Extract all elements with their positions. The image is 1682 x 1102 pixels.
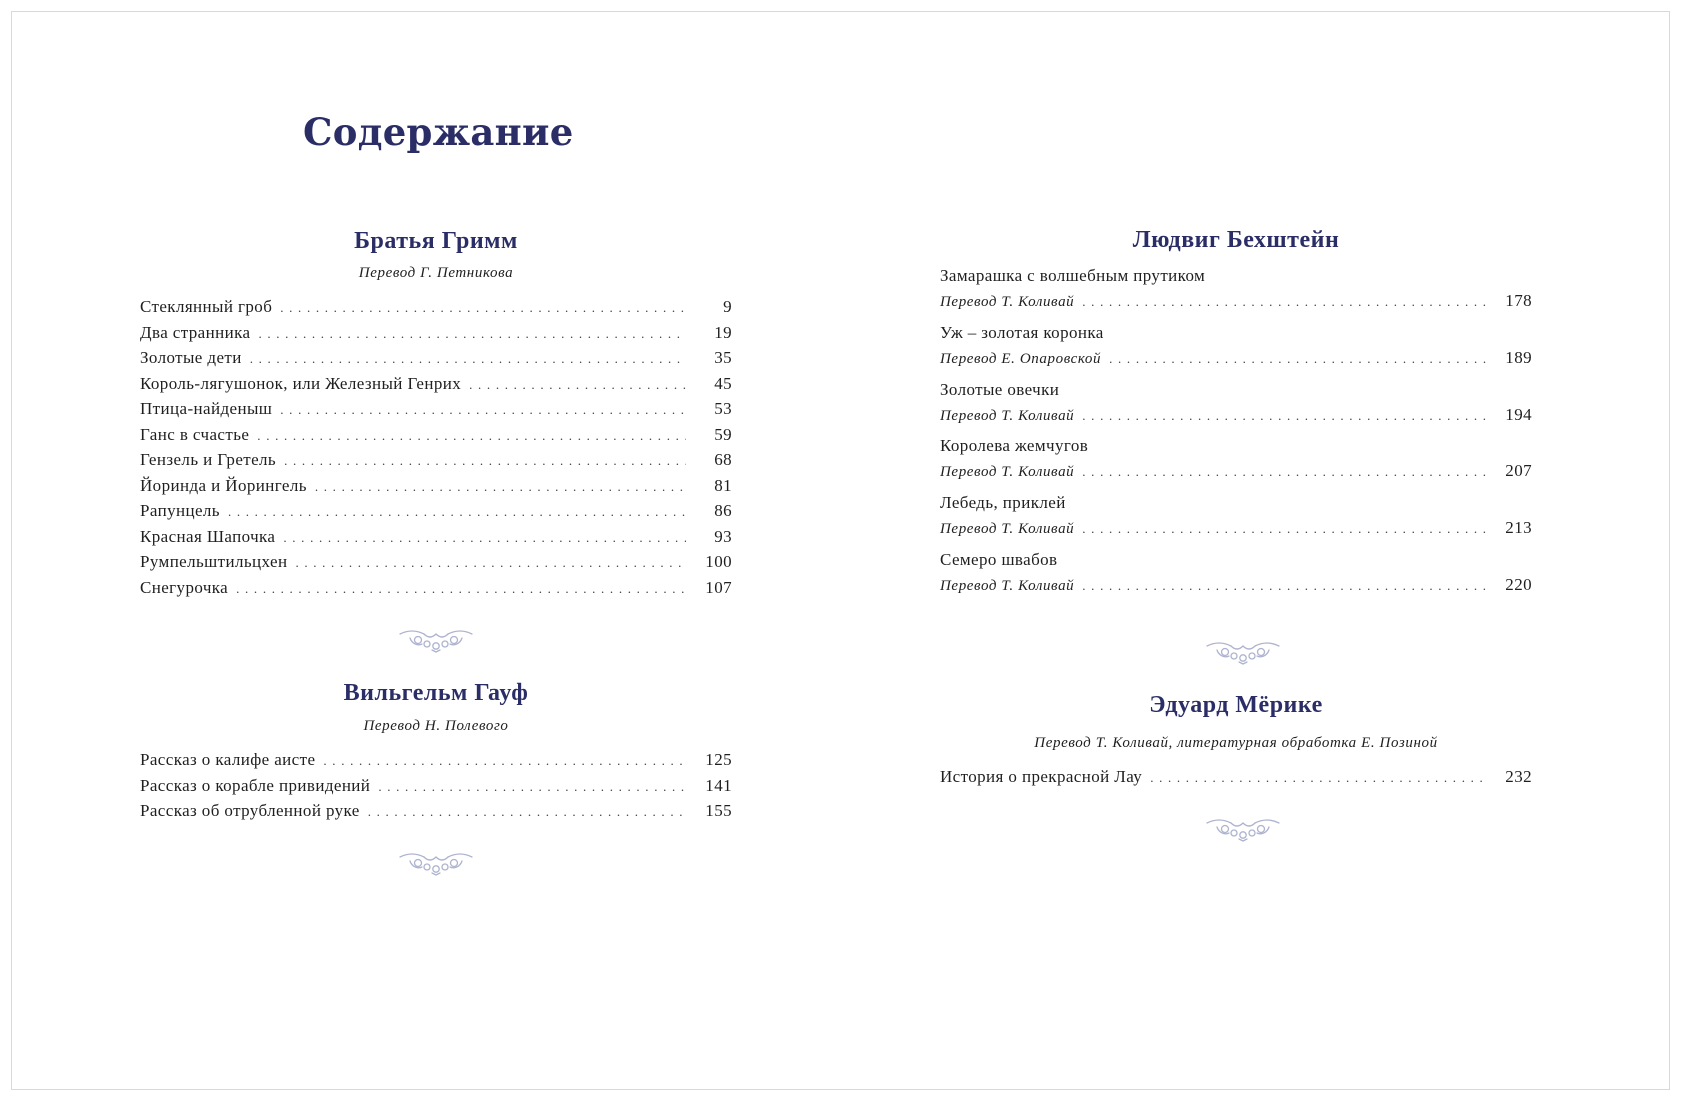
toc-row[interactable]: [140, 374, 732, 400]
dot-leader: [236, 581, 686, 597]
toc-entry[interactable]: [940, 266, 1532, 317]
toc-entry-title: Йоринда и Йорингель: [140, 475, 307, 495]
toc-page-number: 19: [714, 322, 732, 342]
dot-leader: [323, 753, 686, 769]
toc-entry-title: Рассказ о корабле привидений: [140, 775, 371, 795]
toc-page-number: 86: [714, 501, 732, 520]
toc-entry-title: Рассказ о калифе аисте: [140, 750, 316, 769]
author-hauff: Вильгельм Гауф: [343, 680, 529, 706]
toc-entry[interactable]: [940, 380, 1532, 431]
toc-entry-title: Красная Шапочка: [140, 526, 276, 546]
dot-leader: [1082, 408, 1486, 424]
toc-page-number: 194: [1505, 404, 1532, 424]
toc-entry[interactable]: [940, 436, 1532, 487]
toc-list-grimm: [140, 297, 732, 603]
toc-row[interactable]: [140, 476, 732, 502]
toc-page-number: 53: [714, 399, 732, 418]
toc-entry-title: Золотые дети: [140, 348, 242, 367]
dot-leader: [315, 479, 686, 495]
toc-entry-translator: Перевод Т. Коливай: [940, 521, 1075, 538]
toc-row[interactable]: [940, 767, 1532, 793]
toc-row[interactable]: [140, 801, 732, 827]
toc-page-number: 178: [1505, 291, 1532, 310]
toc-entry-title: Птица-найденыш: [140, 399, 273, 418]
author-bechstein: Людвиг Бехштейн: [1132, 227, 1340, 253]
toc-row[interactable]: [140, 501, 732, 527]
dot-leader: [250, 351, 686, 367]
ornament-divider-icon: [396, 849, 476, 877]
toc-page-number: 125: [705, 750, 732, 769]
toc-entry-title: Лебедь, приклей: [940, 493, 1066, 513]
toc-page-number: 189: [1505, 347, 1532, 367]
dot-leader: [228, 504, 686, 520]
toc-row[interactable]: [140, 297, 732, 323]
author-grimm: Братья Гримм: [354, 228, 518, 254]
toc-entry-translator: Перевод Е. Опаровской: [940, 350, 1102, 367]
toc-entry-translator: Перевод Т. Коливай: [940, 294, 1075, 310]
toc-row[interactable]: [140, 578, 732, 604]
translator-morike: Перевод Т. Коливай, литературная обработка Е. Позиной: [1034, 735, 1438, 751]
toc-list-hauff: [140, 750, 732, 827]
toc-page-number: 45: [714, 373, 732, 393]
toc-page-number: 68: [714, 450, 732, 469]
translator-grimm: Перевод Г. Петникова: [358, 265, 514, 281]
toc-entry-title: Рассказ об отрубленной руке: [140, 801, 360, 820]
dot-leader: [1082, 464, 1486, 480]
toc-entry-title: Замарашка с волшебным прутиком: [940, 266, 1206, 285]
dot-leader: [378, 779, 686, 795]
toc-row[interactable]: [140, 399, 732, 425]
toc-entry-title: Золотые овечки: [940, 379, 1060, 399]
toc-entry-title: Снегурочка: [140, 577, 229, 597]
toc-page-number: 207: [1505, 461, 1532, 481]
dot-leader: [295, 555, 686, 571]
toc-entry-title: История о прекрасной Лау: [940, 767, 1143, 786]
toc-translator-row: [940, 405, 1532, 431]
author-morike: Эдуард Мёрике: [1149, 692, 1323, 718]
dot-leader: [280, 402, 686, 418]
toc-entry[interactable]: [940, 323, 1532, 374]
toc-page-number: 220: [1505, 575, 1532, 594]
toc-translator-row: [940, 575, 1532, 601]
toc-entry-title: Румпельштильцхен: [140, 552, 288, 571]
toc-translator-row: [940, 518, 1532, 544]
toc-page-number: 107: [705, 577, 732, 597]
toc-entry-title: Ганс в счастье: [140, 424, 250, 444]
dot-leader: [284, 453, 686, 469]
toc-row[interactable]: [140, 450, 732, 476]
toc-page-number: 213: [1505, 518, 1532, 538]
toc-row[interactable]: [140, 552, 732, 578]
toc-row[interactable]: [140, 527, 732, 553]
dot-leader: [1082, 521, 1486, 537]
toc-page-number: 59: [714, 424, 732, 444]
dot-leader: [368, 804, 686, 820]
toc-list-morike: [940, 767, 1532, 793]
ornament-divider-icon: [396, 626, 476, 654]
dot-leader: [257, 428, 686, 444]
dot-leader: [1109, 351, 1486, 367]
toc-entry-title: Рапунцель: [140, 501, 220, 520]
toc-row[interactable]: [140, 348, 732, 374]
dot-leader: [1082, 294, 1486, 310]
toc-entry-title: Стеклянный гроб: [140, 297, 273, 316]
toc-entry[interactable]: [940, 550, 1532, 601]
toc-entry-title: Гензель и Гретель: [140, 450, 277, 469]
dot-leader: [258, 326, 686, 342]
toc-page-number: 155: [705, 801, 732, 820]
toc-entry-translator: Перевод Т. Коливай: [940, 407, 1075, 424]
dot-leader: [1150, 770, 1486, 786]
toc-row[interactable]: [140, 323, 732, 349]
toc-page-number: 9: [723, 297, 732, 316]
toc-row[interactable]: [140, 425, 732, 451]
dot-leader: [1082, 578, 1486, 594]
toc-entry-title: Семеро швабов: [940, 550, 1058, 569]
toc-entry-translator: Перевод Т. Коливай: [940, 578, 1075, 594]
toc-page-number: 93: [714, 526, 732, 546]
toc-row[interactable]: [140, 750, 732, 776]
toc-translator-row: [940, 461, 1532, 487]
toc-entry-title: Уж – золотая коронка: [940, 322, 1104, 342]
toc-row[interactable]: [140, 776, 732, 802]
toc-page-number: 232: [1505, 767, 1532, 786]
toc-page-number: 81: [714, 475, 732, 495]
dot-leader: [280, 300, 686, 316]
toc-page-number: 35: [714, 348, 732, 367]
translator-hauff: Перевод Н. Полевого: [363, 718, 509, 734]
toc-page-number: 100: [705, 552, 732, 571]
ornament-divider-icon: [1203, 638, 1283, 666]
toc-entry[interactable]: [940, 493, 1532, 544]
ornament-divider-icon: [1203, 815, 1283, 843]
toc-page-number: 141: [705, 775, 732, 795]
toc-entry-title: Королева жемчугов: [940, 436, 1089, 456]
toc-translator-row: [940, 291, 1532, 317]
toc-entry-title: Два странника: [140, 322, 251, 342]
page-title: Содержание: [303, 110, 574, 154]
dot-leader: [283, 530, 686, 546]
toc-entry-title: Король-лягушонок, или Железный Генрих: [140, 373, 462, 393]
toc-translator-row: [940, 348, 1532, 374]
dot-leader: [469, 377, 686, 393]
toc-entry-translator: Перевод Т. Коливай: [940, 464, 1075, 481]
